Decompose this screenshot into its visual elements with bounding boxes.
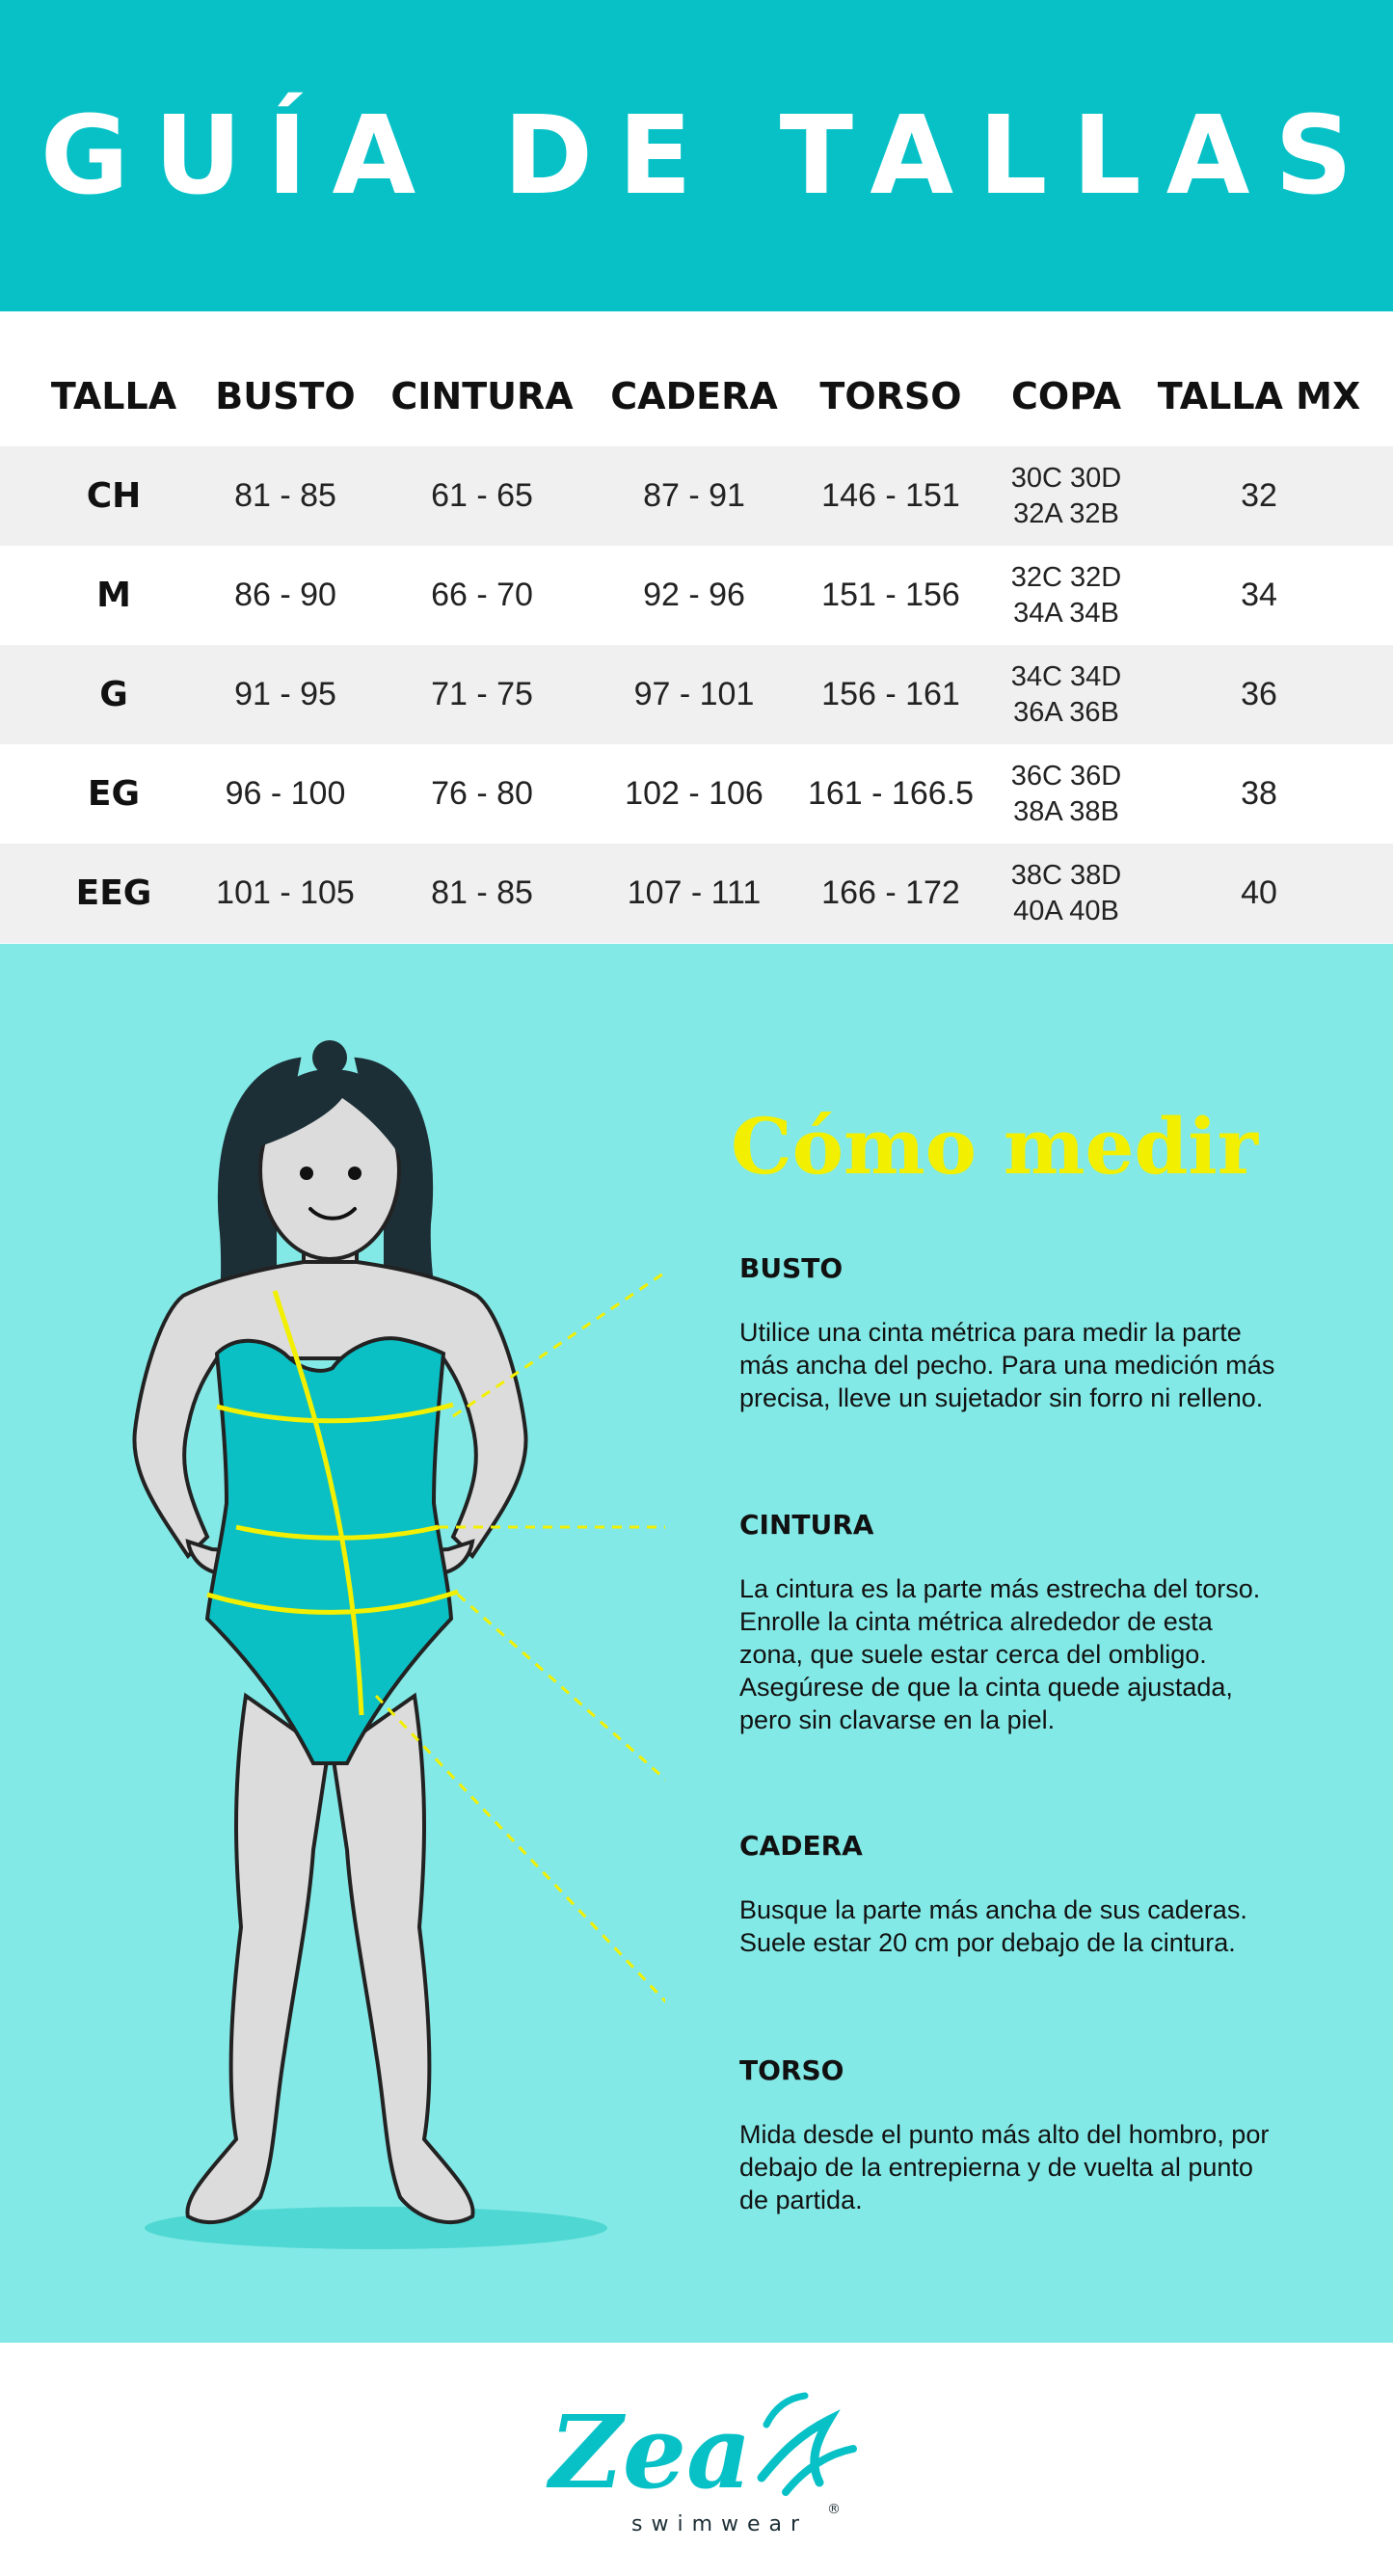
row-copa-line-2: 32A 32B (1013, 497, 1119, 529)
row-copa-line-2: 38A 38B (1013, 795, 1119, 827)
row-copa-line-2: 34A 34B (1013, 597, 1119, 629)
row-copa (983, 744, 1149, 844)
col-talla-mx: TALLA MX (1157, 375, 1361, 417)
table-row (0, 844, 1393, 943)
title-banner (0, 0, 1393, 311)
table-header (0, 311, 1393, 446)
row-copa-line-1: 32C 32D (1010, 561, 1122, 593)
row-talla: EG (87, 774, 141, 814)
logo-registered-mark: ® (827, 2502, 841, 2517)
col-talla: TALLA (50, 375, 177, 417)
logo-brand: Zea (549, 2393, 752, 2511)
row-cadera: 92 - 96 (643, 577, 745, 613)
row-cintura: 71 - 75 (431, 676, 533, 712)
table-row (0, 546, 1393, 645)
row-cintura: 81 - 85 (431, 874, 533, 911)
row-talla: EEG (75, 873, 152, 913)
row-talla-mx: 36 (1241, 676, 1277, 712)
row-copa-line-2: 40A 40B (1013, 895, 1119, 926)
row-busto: 96 - 100 (225, 775, 346, 812)
row-copa-line-1: 38C 38D (1010, 859, 1122, 891)
cadera-text: Busque la parte más ancha de sus caderas. Suele estar 20 cm por debajo de la cintura. (739, 1895, 1247, 1957)
row-busto: 86 - 90 (234, 577, 336, 613)
col-cadera: CADERA (610, 375, 778, 417)
row-talla-mx: 38 (1241, 775, 1277, 812)
zea-swimwear-logo (540, 2386, 868, 2550)
row-copa-line-2: 36A 36B (1013, 696, 1119, 728)
row-torso: 166 - 172 (821, 874, 960, 911)
row-talla: M (96, 576, 131, 615)
row-busto: 101 - 105 (216, 874, 355, 911)
row-talla-mx: 40 (1241, 874, 1277, 911)
size-table (0, 311, 1393, 944)
col-copa: COPA (1011, 375, 1121, 417)
table-row (0, 446, 1393, 546)
table-row (0, 645, 1393, 744)
how-to-measure-heading: Cómo medir (731, 1101, 1258, 1192)
col-busto: BUSTO (215, 375, 356, 417)
row-talla-mx: 32 (1241, 477, 1277, 514)
row-busto: 81 - 85 (234, 477, 336, 514)
busto-title: BUSTO (739, 1252, 844, 1284)
col-cintura: CINTURA (390, 375, 574, 417)
row-cadera: 97 - 101 (633, 676, 755, 712)
cadera-title: CADERA (739, 1830, 863, 1862)
row-cintura: 76 - 80 (431, 775, 533, 812)
row-busto: 91 - 95 (234, 676, 336, 712)
row-torso: 151 - 156 (821, 577, 960, 613)
page-title: GUÍA DE TALLAS (40, 93, 1379, 219)
busto-text: Utilice una cinta métrica para medir la parte más ancha del pecho. Para una medición más precisa, lleve un sujetador sin forro ni relleno. (739, 1318, 1275, 1412)
row-talla: CH (86, 476, 142, 516)
row-copa (983, 844, 1149, 943)
row-talla-mx: 34 (1241, 577, 1277, 613)
torso-title: TORSO (739, 2054, 844, 2086)
row-copa-line-1: 34C 34D (1010, 660, 1122, 692)
row-cadera: 102 - 106 (625, 775, 763, 812)
torso-text: Mida desde el punto más alto del hombro, por debajo de la entrepierna y de vuelta al punto de partida. (739, 2120, 1270, 2214)
row-cintura: 66 - 70 (431, 577, 533, 613)
row-torso: 146 - 151 (821, 477, 960, 514)
col-torso: TORSO (819, 375, 962, 417)
row-cadera: 87 - 91 (643, 477, 745, 514)
row-copa-line-1: 30C 30D (1010, 462, 1122, 494)
logo-tagline: swimwear (631, 2512, 809, 2536)
table-row (0, 744, 1393, 844)
woman-measurement-illustration (67, 1002, 665, 2274)
cintura-title: CINTURA (739, 1509, 874, 1541)
footer (0, 2343, 1393, 2576)
row-cintura: 61 - 65 (431, 477, 533, 514)
row-cadera: 107 - 111 (627, 874, 762, 911)
row-copa (983, 546, 1149, 645)
row-copa-line-1: 36C 36D (1010, 760, 1122, 792)
row-copa (983, 446, 1149, 546)
cintura-text: La cintura es la parte más estrecha del torso. Enrolle la cinta métrica alrededor de esta zona, que suele estar cerca del ombligo. Asegúrese de que la cinta quede ajustada, pero sin clavarse en la piel. (739, 1574, 1261, 1734)
row-talla: G (99, 675, 128, 714)
measure-section (0, 944, 1393, 2343)
row-torso: 156 - 161 (821, 676, 960, 712)
row-torso: 161 - 166.5 (807, 775, 975, 812)
row-copa (983, 645, 1149, 744)
